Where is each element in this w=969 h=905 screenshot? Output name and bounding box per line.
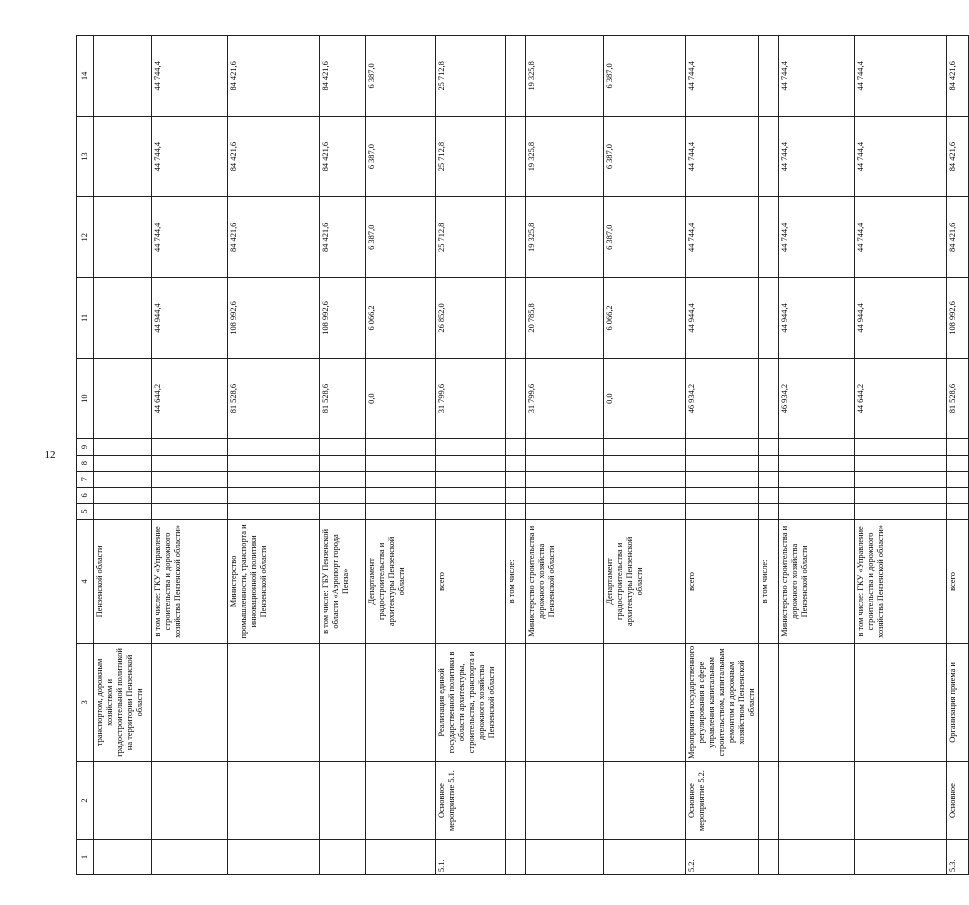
table-cell: Основное bbox=[947, 762, 969, 840]
table-cell bbox=[779, 643, 855, 761]
table-cell bbox=[779, 439, 855, 455]
table-cell bbox=[94, 36, 152, 117]
table-cell bbox=[759, 36, 779, 117]
column-header: 5 bbox=[77, 503, 94, 519]
table-cell bbox=[506, 36, 526, 117]
table-cell: 108 992,6 bbox=[947, 278, 969, 359]
table-cell: 44 744,4 bbox=[855, 197, 947, 278]
budget-table bbox=[76, 35, 969, 875]
table-cell bbox=[947, 487, 969, 503]
table-cell bbox=[779, 487, 855, 503]
table-cell bbox=[526, 643, 604, 761]
table-cell: в том числе: ГКУ «Управление строительства и дорожного хозяйства Пензенской области» bbox=[152, 520, 228, 644]
table-cell: 44 744,4 bbox=[686, 116, 759, 197]
table-cell bbox=[94, 487, 152, 503]
table-cell bbox=[686, 487, 759, 503]
table-cell bbox=[228, 762, 320, 840]
table-cell bbox=[759, 197, 779, 278]
table-cell bbox=[526, 439, 604, 455]
table-cell: 19 325,8 bbox=[526, 36, 604, 117]
table-cell bbox=[436, 439, 506, 455]
table-cell bbox=[366, 762, 436, 840]
table-cell bbox=[94, 358, 152, 439]
table-cell: 84 421,6 bbox=[320, 116, 366, 197]
table-cell bbox=[320, 487, 366, 503]
table-cell bbox=[366, 840, 436, 875]
table-cell bbox=[947, 439, 969, 455]
table-cell bbox=[779, 471, 855, 487]
table-cell bbox=[366, 503, 436, 519]
table-cell: Мероприятия государственного регулирования в сфере управления капитальным строительством, капитальным ремонтом и дорожным хозяйством Пензенской области bbox=[686, 643, 759, 761]
table-cell bbox=[779, 762, 855, 840]
table-cell: 81 528,6 bbox=[320, 358, 366, 439]
table-cell: 0,0 bbox=[366, 358, 436, 439]
column-header: 4 bbox=[77, 520, 94, 644]
table-row bbox=[526, 36, 604, 875]
table-cell bbox=[94, 471, 152, 487]
table-cell bbox=[759, 455, 779, 471]
table-cell bbox=[320, 455, 366, 471]
table-cell bbox=[947, 471, 969, 487]
table-cell bbox=[366, 455, 436, 471]
table-cell bbox=[320, 471, 366, 487]
table-cell: 6 066,2 bbox=[604, 278, 686, 359]
table-cell bbox=[228, 487, 320, 503]
table-cell bbox=[506, 358, 526, 439]
table-row bbox=[855, 36, 947, 875]
table-cell bbox=[759, 278, 779, 359]
table-cell: 31 799,6 bbox=[526, 358, 604, 439]
table-cell bbox=[604, 503, 686, 519]
table-cell bbox=[228, 840, 320, 875]
table-cell: Министерство строительства и дорожного хозяйства Пензенской области bbox=[779, 520, 855, 644]
table-cell: 84 421,6 bbox=[228, 197, 320, 278]
column-header: 10 bbox=[77, 358, 94, 439]
table-cell bbox=[855, 487, 947, 503]
table-cell bbox=[686, 439, 759, 455]
column-header: 2 bbox=[77, 762, 94, 840]
table-cell: в том числе: bbox=[759, 520, 779, 644]
table-cell: 84 421,6 bbox=[320, 36, 366, 117]
table-cell: 6 387,0 bbox=[366, 116, 436, 197]
table-cell: 44 744,4 bbox=[152, 36, 228, 117]
table-cell bbox=[94, 840, 152, 875]
column-header: 14 bbox=[77, 36, 94, 117]
table-cell: 5.3. bbox=[947, 840, 969, 875]
table-row bbox=[152, 36, 228, 875]
table-cell bbox=[228, 643, 320, 761]
table-cell bbox=[436, 455, 506, 471]
table-cell: 6 066,2 bbox=[366, 278, 436, 359]
table-cell bbox=[759, 840, 779, 875]
table-cell: 44 944,4 bbox=[686, 278, 759, 359]
table-cell bbox=[855, 471, 947, 487]
table-cell: 81 528,6 bbox=[947, 358, 969, 439]
table-row bbox=[228, 36, 320, 875]
table-cell bbox=[947, 503, 969, 519]
table-cell bbox=[152, 471, 228, 487]
table-cell: всего bbox=[686, 520, 759, 644]
table-cell: 20 785,8 bbox=[526, 278, 604, 359]
table-cell: транспортом, дорожным хозяйством и градостроительной политикой на территории Пензенской области bbox=[94, 643, 152, 761]
table-cell: 5.2. bbox=[686, 840, 759, 875]
table-cell bbox=[506, 840, 526, 875]
table-cell bbox=[855, 455, 947, 471]
table-body bbox=[77, 36, 969, 875]
table-cell: Департамент градостроительства и архитектуры Пензенской области bbox=[604, 520, 686, 644]
table-cell bbox=[506, 439, 526, 455]
column-header: 3 bbox=[77, 643, 94, 761]
column-header: 8 bbox=[77, 455, 94, 471]
table-cell bbox=[366, 471, 436, 487]
table-cell bbox=[604, 762, 686, 840]
table-row bbox=[686, 36, 759, 875]
table-cell bbox=[759, 643, 779, 761]
table-cell bbox=[506, 503, 526, 519]
table-cell bbox=[526, 455, 604, 471]
table-cell bbox=[947, 455, 969, 471]
table-row bbox=[94, 36, 152, 875]
table-cell bbox=[686, 471, 759, 487]
table-cell bbox=[94, 278, 152, 359]
column-header: 9 bbox=[77, 439, 94, 455]
table-cell: 84 421,6 bbox=[947, 197, 969, 278]
table-row bbox=[436, 36, 506, 875]
table-cell: 84 421,6 bbox=[320, 197, 366, 278]
table-cell bbox=[759, 439, 779, 455]
table-cell bbox=[94, 762, 152, 840]
table-cell: 81 528,6 bbox=[228, 358, 320, 439]
table-cell bbox=[366, 439, 436, 455]
table-cell bbox=[686, 503, 759, 519]
table-row bbox=[604, 36, 686, 875]
table-cell bbox=[320, 840, 366, 875]
table-cell bbox=[152, 455, 228, 471]
table-cell: в том числе: bbox=[506, 520, 526, 644]
table-cell: 6 387,0 bbox=[366, 36, 436, 117]
table-cell bbox=[506, 643, 526, 761]
table-cell: 25 712,8 bbox=[436, 36, 506, 117]
table-cell bbox=[686, 455, 759, 471]
table-cell bbox=[436, 503, 506, 519]
table-cell: Основное мероприятие 5.2. bbox=[686, 762, 759, 840]
table-cell bbox=[152, 643, 228, 761]
table-cell: всего bbox=[436, 520, 506, 644]
table-cell: 44 644,2 bbox=[855, 358, 947, 439]
column-header: 13 bbox=[77, 116, 94, 197]
table-cell bbox=[320, 503, 366, 519]
table-cell bbox=[506, 116, 526, 197]
table-cell bbox=[855, 503, 947, 519]
column-header: 12 bbox=[77, 197, 94, 278]
table-cell: в том числе: ГБУ Пензенской области «Аэропорт города Пенза» bbox=[320, 520, 366, 644]
table-cell bbox=[526, 503, 604, 519]
table-cell: 84 421,6 bbox=[947, 36, 969, 117]
page-number: 12 bbox=[44, 449, 56, 461]
table-cell bbox=[94, 197, 152, 278]
table-cell bbox=[604, 471, 686, 487]
table-cell bbox=[506, 278, 526, 359]
table-cell bbox=[855, 439, 947, 455]
table-cell bbox=[604, 439, 686, 455]
table-cell bbox=[506, 762, 526, 840]
table-cell: 25 712,8 bbox=[436, 116, 506, 197]
table-cell: 44 744,4 bbox=[152, 197, 228, 278]
table-cell: 44 944,4 bbox=[855, 278, 947, 359]
table-cell: 31 799,6 bbox=[436, 358, 506, 439]
table-cell bbox=[366, 643, 436, 761]
table-cell bbox=[759, 487, 779, 503]
table-cell: 6 387,0 bbox=[604, 116, 686, 197]
table-cell: 6 387,0 bbox=[604, 36, 686, 117]
table-cell bbox=[526, 840, 604, 875]
table-cell: 5.1. bbox=[436, 840, 506, 875]
table-cell: в том числе: ГКУ «Управление строительства и дорожного хозяйства Пензенской области» bbox=[855, 520, 947, 644]
table-cell: 84 421,6 bbox=[228, 36, 320, 117]
table-cell: Организация приема и bbox=[947, 643, 969, 761]
table-cell bbox=[320, 762, 366, 840]
table-cell bbox=[94, 439, 152, 455]
table-cell bbox=[436, 487, 506, 503]
table-cell: 44 744,4 bbox=[855, 36, 947, 117]
table-cell bbox=[228, 455, 320, 471]
table-cell bbox=[779, 503, 855, 519]
table-cell: 44 744,4 bbox=[855, 116, 947, 197]
table-cell: 44 644,2 bbox=[152, 358, 228, 439]
table-cell: Министерство промышленности, транспорта и инновационной политики Пензенской области bbox=[228, 520, 320, 644]
table-cell bbox=[759, 762, 779, 840]
table-cell bbox=[436, 471, 506, 487]
rotated-table-container bbox=[76, 35, 957, 875]
table-cell: 108 992,6 bbox=[320, 278, 366, 359]
table-cell bbox=[506, 471, 526, 487]
table-cell: 44 744,4 bbox=[686, 197, 759, 278]
table-cell bbox=[604, 840, 686, 875]
table-cell bbox=[94, 455, 152, 471]
table-cell bbox=[759, 358, 779, 439]
table-cell bbox=[152, 487, 228, 503]
table-row bbox=[506, 36, 526, 875]
table-row bbox=[320, 36, 366, 875]
table-cell: 46 934,2 bbox=[686, 358, 759, 439]
table-cell bbox=[759, 116, 779, 197]
table-cell: 44 744,4 bbox=[779, 36, 855, 117]
table-cell bbox=[320, 643, 366, 761]
table-cell bbox=[366, 487, 436, 503]
table-cell: 44 744,4 bbox=[779, 197, 855, 278]
table-cell: всего bbox=[947, 520, 969, 644]
table-cell bbox=[604, 455, 686, 471]
table-cell bbox=[506, 487, 526, 503]
table-header-row bbox=[77, 36, 94, 875]
table-cell bbox=[152, 762, 228, 840]
table-cell: 19 325,8 bbox=[526, 116, 604, 197]
table-cell bbox=[94, 116, 152, 197]
table-cell: 44 944,4 bbox=[779, 278, 855, 359]
table-cell bbox=[855, 840, 947, 875]
table-cell bbox=[152, 439, 228, 455]
table-cell bbox=[855, 643, 947, 761]
table-cell: 44 744,4 bbox=[779, 116, 855, 197]
column-header: 7 bbox=[77, 471, 94, 487]
table-cell: Пензенской области bbox=[94, 520, 152, 644]
table-cell: 26 852,0 bbox=[436, 278, 506, 359]
table-cell bbox=[855, 762, 947, 840]
table-cell: 44 744,4 bbox=[152, 116, 228, 197]
table-cell bbox=[228, 439, 320, 455]
table-cell bbox=[152, 503, 228, 519]
table-cell bbox=[779, 840, 855, 875]
table-cell bbox=[526, 762, 604, 840]
table-cell bbox=[94, 503, 152, 519]
table-cell: 84 421,6 bbox=[228, 116, 320, 197]
table-cell: 44 944,4 bbox=[152, 278, 228, 359]
table-cell bbox=[228, 471, 320, 487]
table-cell bbox=[526, 471, 604, 487]
column-header: 6 bbox=[77, 487, 94, 503]
column-header: 11 bbox=[77, 278, 94, 359]
table-cell bbox=[604, 487, 686, 503]
table-cell bbox=[320, 439, 366, 455]
table-cell: 0,0 bbox=[604, 358, 686, 439]
table-cell: Основное мероприятие 5.1. bbox=[436, 762, 506, 840]
table-cell bbox=[759, 471, 779, 487]
table-cell: 6 387,0 bbox=[366, 197, 436, 278]
column-header: 1 bbox=[77, 840, 94, 875]
table-cell: 6 387,0 bbox=[604, 197, 686, 278]
table-cell: 44 744,4 bbox=[686, 36, 759, 117]
table-cell bbox=[152, 840, 228, 875]
table-cell bbox=[506, 197, 526, 278]
table-cell bbox=[759, 503, 779, 519]
table-row bbox=[779, 36, 855, 875]
table-cell: 84 421,6 bbox=[947, 116, 969, 197]
table-cell: 19 325,8 bbox=[526, 197, 604, 278]
table-cell: Департамент градостроительства и архитектуры Пензенской области bbox=[366, 520, 436, 644]
table-cell bbox=[228, 503, 320, 519]
table-cell: 46 934,2 bbox=[779, 358, 855, 439]
table-cell bbox=[779, 455, 855, 471]
table-row bbox=[366, 36, 436, 875]
table-cell: Министерство строительства и дорожного хозяйства Пензенской области bbox=[526, 520, 604, 644]
table-cell bbox=[506, 455, 526, 471]
table-row bbox=[947, 36, 969, 875]
table-cell: 108 992,6 bbox=[228, 278, 320, 359]
table-cell bbox=[526, 487, 604, 503]
table-cell bbox=[604, 643, 686, 761]
table-cell: 25 712,8 bbox=[436, 197, 506, 278]
table-cell: Реализация единой государственной политики в области архитектуры, строительства, транспорта и дорожного хозяйства Пензенской области bbox=[436, 643, 506, 761]
table-row bbox=[759, 36, 779, 875]
